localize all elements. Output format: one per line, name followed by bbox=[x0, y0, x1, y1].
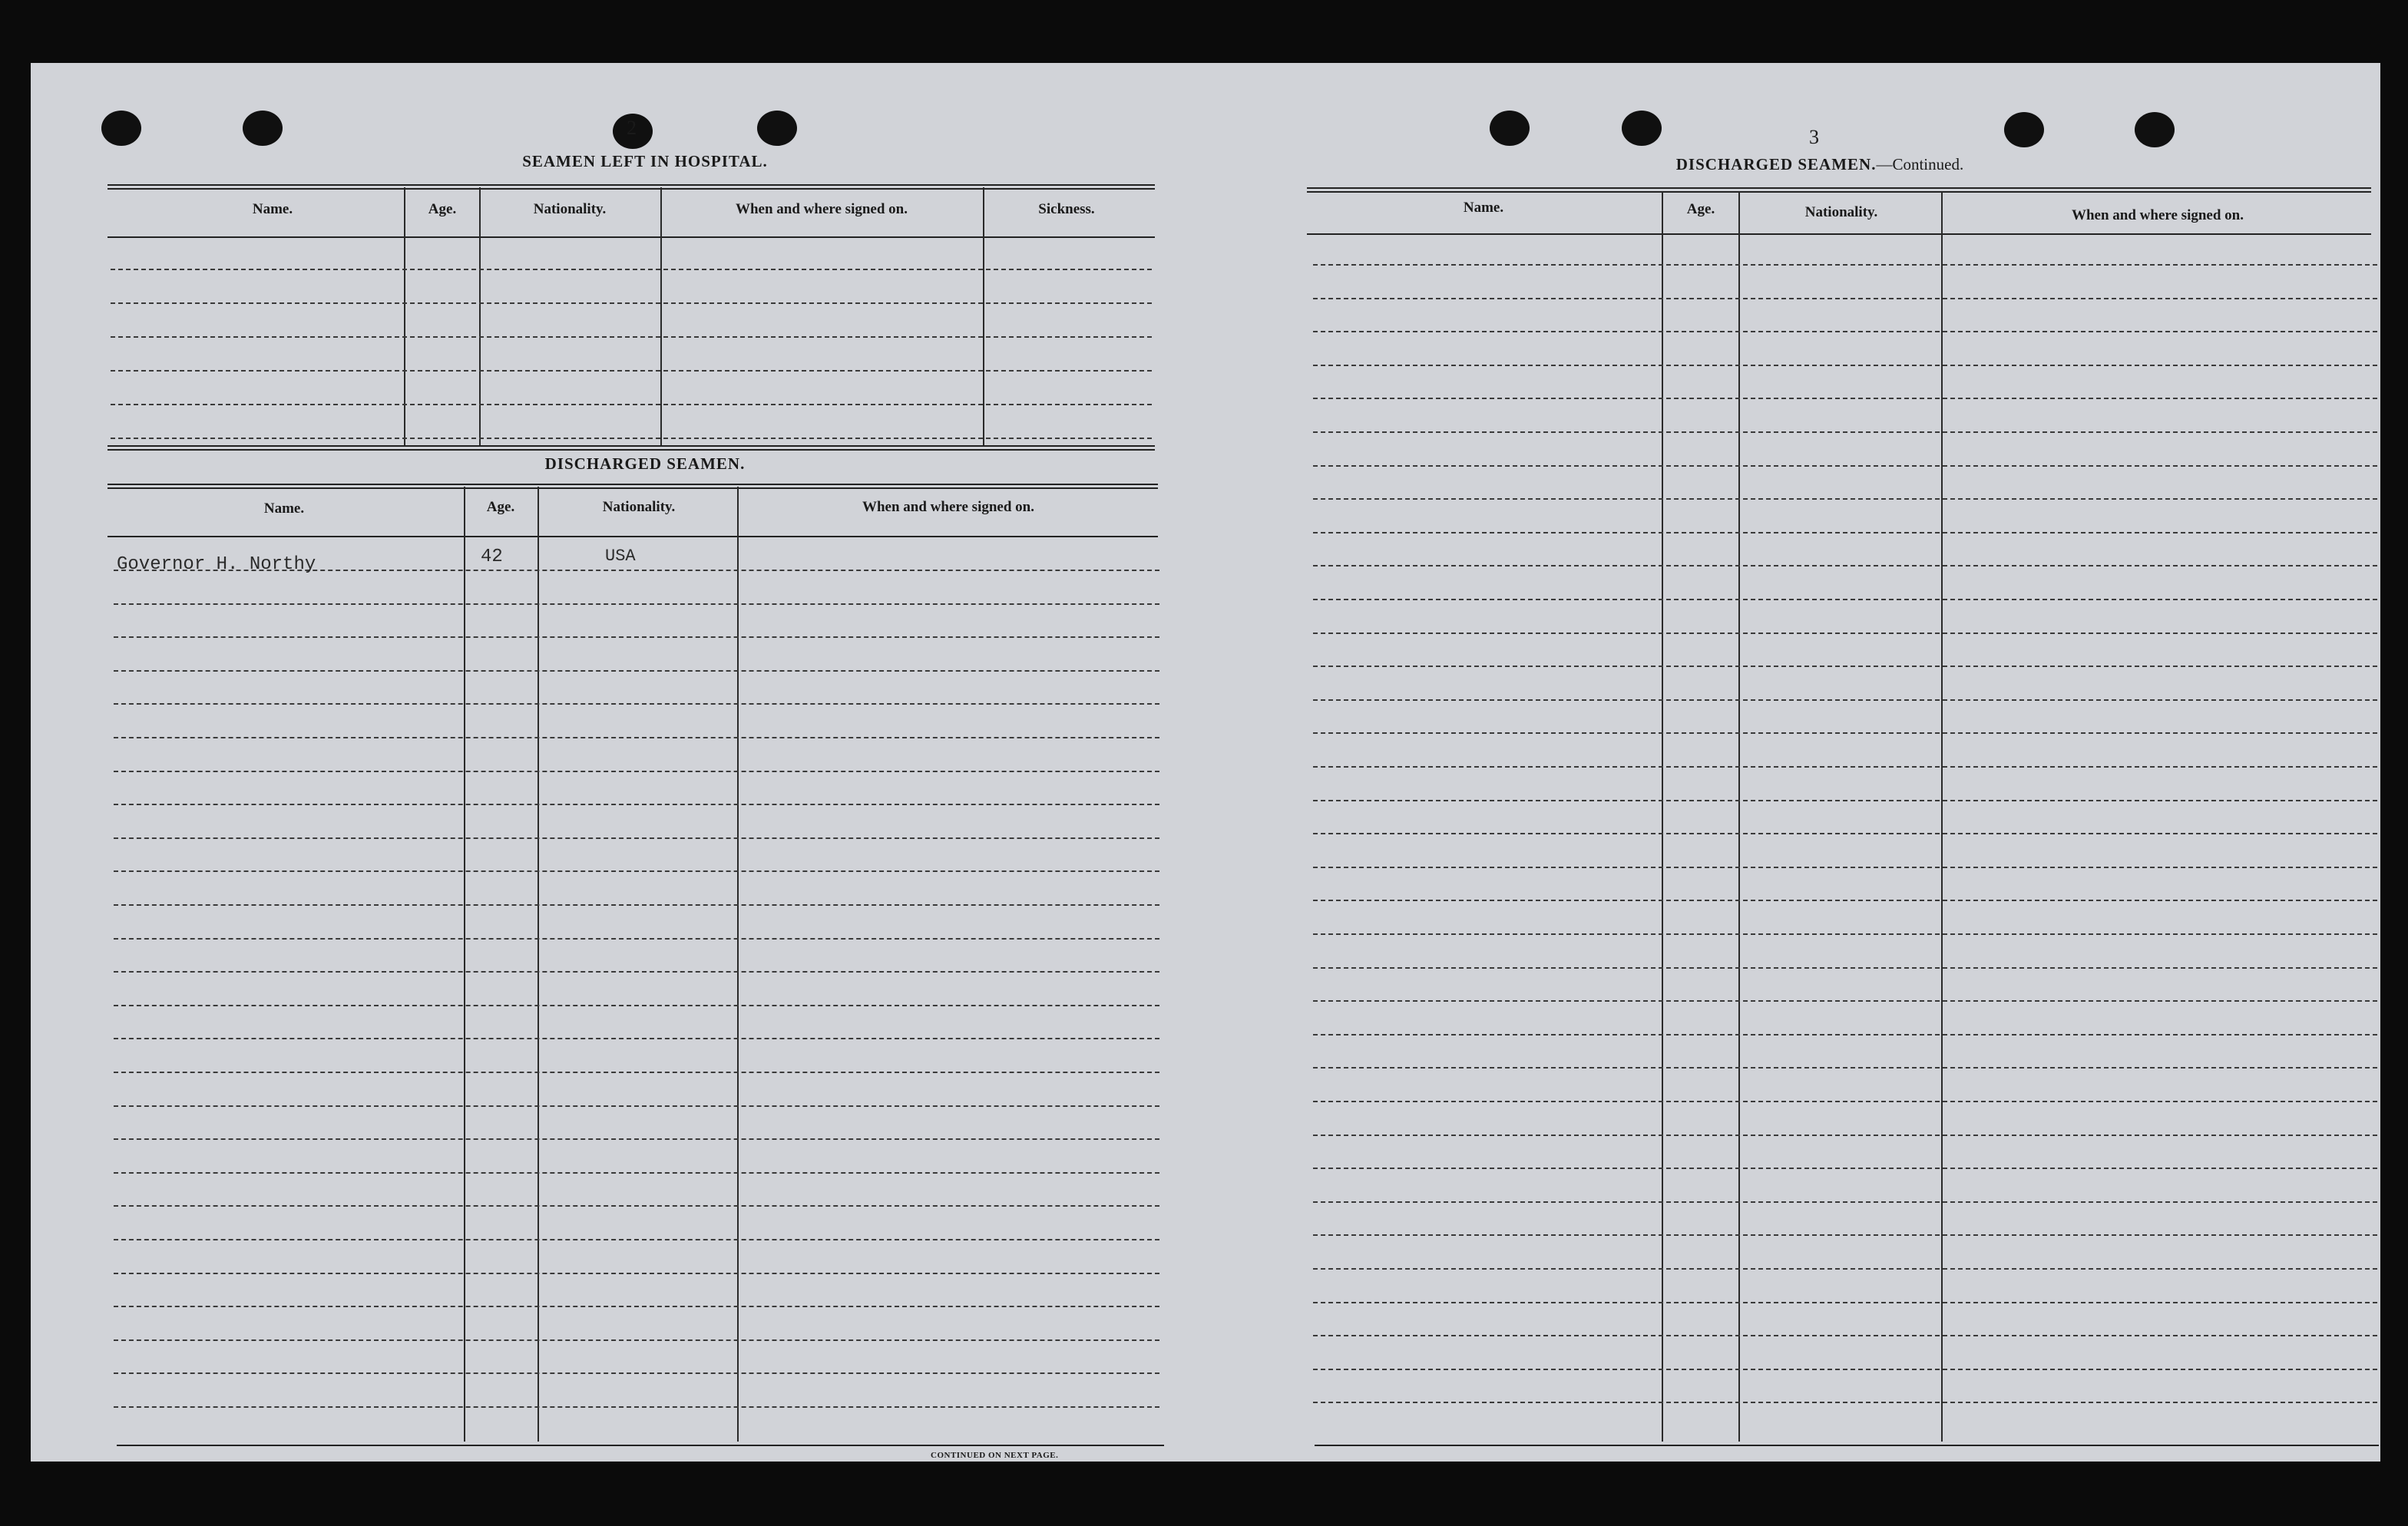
row-rule-line bbox=[111, 269, 1152, 270]
discharged-row-1-name: Governor H. Northy bbox=[117, 554, 316, 575]
left-page bbox=[31, 63, 1152, 1462]
hospital-table-top-rule bbox=[108, 184, 1155, 190]
hospital-col-sickness: Sickness. bbox=[1038, 201, 1095, 217]
row-rule-line bbox=[114, 1138, 1159, 1140]
row-rule-line bbox=[114, 1372, 1159, 1374]
discharged-continued-title bbox=[1551, 155, 2089, 174]
discharged-section-title: DISCHARGED SEAMEN. bbox=[544, 454, 746, 473]
discharged-header-rule bbox=[108, 536, 1158, 537]
row-rule-line bbox=[114, 1005, 1159, 1006]
right-col-signed-on: When and where signed on. bbox=[2071, 207, 2244, 223]
hospital-col-age: Age. bbox=[428, 201, 457, 217]
row-rule-line bbox=[114, 737, 1159, 738]
right-header-rule bbox=[1307, 233, 2371, 235]
row-rule-line bbox=[111, 438, 1152, 439]
row-rule-line bbox=[114, 1406, 1159, 1408]
hospital-header-rule bbox=[108, 236, 1155, 238]
row-rule-line bbox=[1313, 431, 2377, 433]
hospital-col-divider bbox=[660, 187, 662, 445]
row-rule-line bbox=[1313, 1402, 2377, 1403]
row-rule-line bbox=[1313, 1135, 2377, 1136]
row-rule-line bbox=[1313, 1268, 2377, 1270]
row-rule-line bbox=[111, 370, 1152, 372]
discharged-row-1-age: 42 bbox=[481, 547, 503, 567]
discharged-col-nationality: Nationality. bbox=[602, 499, 676, 515]
row-rule-line bbox=[1313, 633, 2377, 634]
row-rule-line bbox=[1313, 298, 2377, 299]
row-rule-line bbox=[1313, 398, 2377, 399]
row-rule-line bbox=[1313, 1101, 2377, 1102]
discharged-row-1-nationality: USA bbox=[605, 547, 636, 566]
right-table-bottom-rule bbox=[1315, 1445, 2379, 1446]
ledger-sheet bbox=[31, 63, 2380, 1462]
row-rule-line bbox=[1313, 498, 2377, 500]
row-rule-line bbox=[111, 336, 1152, 338]
row-rule-line bbox=[1313, 1302, 2377, 1303]
hospital-col-signed-on: When and where signed on. bbox=[735, 201, 908, 217]
row-rule-line bbox=[1313, 1034, 2377, 1036]
discharged-col-age: Age. bbox=[486, 499, 515, 515]
row-rule-line bbox=[1313, 699, 2377, 701]
row-rule-line bbox=[114, 904, 1159, 906]
row-rule-line bbox=[1313, 565, 2377, 566]
row-rule-line bbox=[111, 404, 1152, 405]
row-rule-line bbox=[1313, 1000, 2377, 1002]
row-rule-line bbox=[1313, 331, 2377, 332]
row-rule-line bbox=[114, 636, 1159, 638]
row-rule-line bbox=[114, 1105, 1159, 1107]
discharged-table-top-rule bbox=[108, 484, 1158, 489]
row-rule-line bbox=[1313, 365, 2377, 366]
page-number: 2 bbox=[627, 117, 637, 139]
row-rule-line bbox=[1313, 1067, 2377, 1069]
row-rule-line bbox=[1313, 264, 2377, 266]
title-continued: —Continued. bbox=[1876, 155, 1964, 173]
row-rule-line bbox=[114, 938, 1159, 940]
row-rule-line bbox=[1313, 1201, 2377, 1203]
row-rule-line bbox=[1313, 1168, 2377, 1169]
right-col-age: Age. bbox=[1686, 201, 1715, 217]
row-rule-line bbox=[1313, 532, 2377, 533]
discharged-col-divider bbox=[538, 487, 539, 1442]
row-rule-line bbox=[114, 1172, 1159, 1174]
row-rule-line bbox=[1313, 465, 2377, 467]
right-col-divider bbox=[1662, 192, 1663, 1442]
hospital-col-name: Name. bbox=[252, 201, 293, 217]
discharged-col-divider bbox=[464, 487, 465, 1442]
discharged-col-name: Name. bbox=[263, 500, 305, 517]
right-col-name: Name. bbox=[1463, 200, 1504, 216]
row-rule-line bbox=[114, 1205, 1159, 1207]
row-rule-line bbox=[1313, 1335, 2377, 1336]
row-rule-line bbox=[114, 837, 1159, 839]
row-rule-line bbox=[114, 1273, 1159, 1274]
row-rule-line bbox=[1313, 1234, 2377, 1236]
right-page bbox=[1229, 63, 2380, 1462]
row-rule-line bbox=[1313, 766, 2377, 768]
page-number: 3 bbox=[1809, 126, 1819, 148]
row-rule-line bbox=[114, 1038, 1159, 1039]
hospital-section-title: SEAMEN LEFT IN HOSPITAL. bbox=[522, 152, 768, 170]
right-col-divider bbox=[1941, 192, 1943, 1442]
row-rule-line bbox=[1313, 732, 2377, 734]
discharged-table-bottom-rule bbox=[117, 1445, 1164, 1446]
hospital-col-divider bbox=[983, 187, 984, 445]
row-rule-line bbox=[114, 1072, 1159, 1073]
row-rule-line bbox=[114, 771, 1159, 772]
row-rule-line bbox=[114, 603, 1159, 605]
title-main: DISCHARGED SEAMEN. bbox=[1675, 155, 1877, 173]
hospital-table-bottom-rule bbox=[108, 445, 1155, 451]
row-rule-line bbox=[1313, 833, 2377, 834]
discharged-col-signed-on: When and where signed on. bbox=[862, 499, 1034, 515]
right-col-divider bbox=[1738, 192, 1740, 1442]
row-rule-line bbox=[1313, 967, 2377, 969]
row-rule-line bbox=[114, 670, 1159, 672]
row-rule-line bbox=[1313, 933, 2377, 935]
row-rule-line bbox=[1313, 900, 2377, 901]
row-rule-line bbox=[114, 1306, 1159, 1307]
row-rule-line bbox=[1313, 599, 2377, 600]
row-rule-line bbox=[111, 302, 1152, 304]
right-table-top-rule bbox=[1307, 187, 2371, 193]
row-rule-line bbox=[114, 1239, 1159, 1240]
row-rule-line bbox=[1313, 800, 2377, 801]
row-rule-line bbox=[114, 804, 1159, 805]
row-rule-line bbox=[114, 703, 1159, 705]
row-rule-line bbox=[1313, 1369, 2377, 1370]
discharged-col-divider bbox=[737, 487, 739, 1442]
continued-note: CONTINUED ON NEXT PAGE. bbox=[931, 1451, 1059, 1460]
row-rule-line bbox=[1313, 666, 2377, 667]
hospital-col-divider bbox=[479, 187, 481, 445]
hospital-col-nationality: Nationality. bbox=[533, 201, 607, 217]
row-rule-line bbox=[114, 870, 1159, 872]
hospital-col-divider bbox=[404, 187, 405, 445]
row-rule-line bbox=[1313, 867, 2377, 868]
right-col-nationality: Nationality. bbox=[1804, 204, 1878, 220]
row-rule-line bbox=[114, 1339, 1159, 1341]
row-rule-line bbox=[114, 971, 1159, 973]
